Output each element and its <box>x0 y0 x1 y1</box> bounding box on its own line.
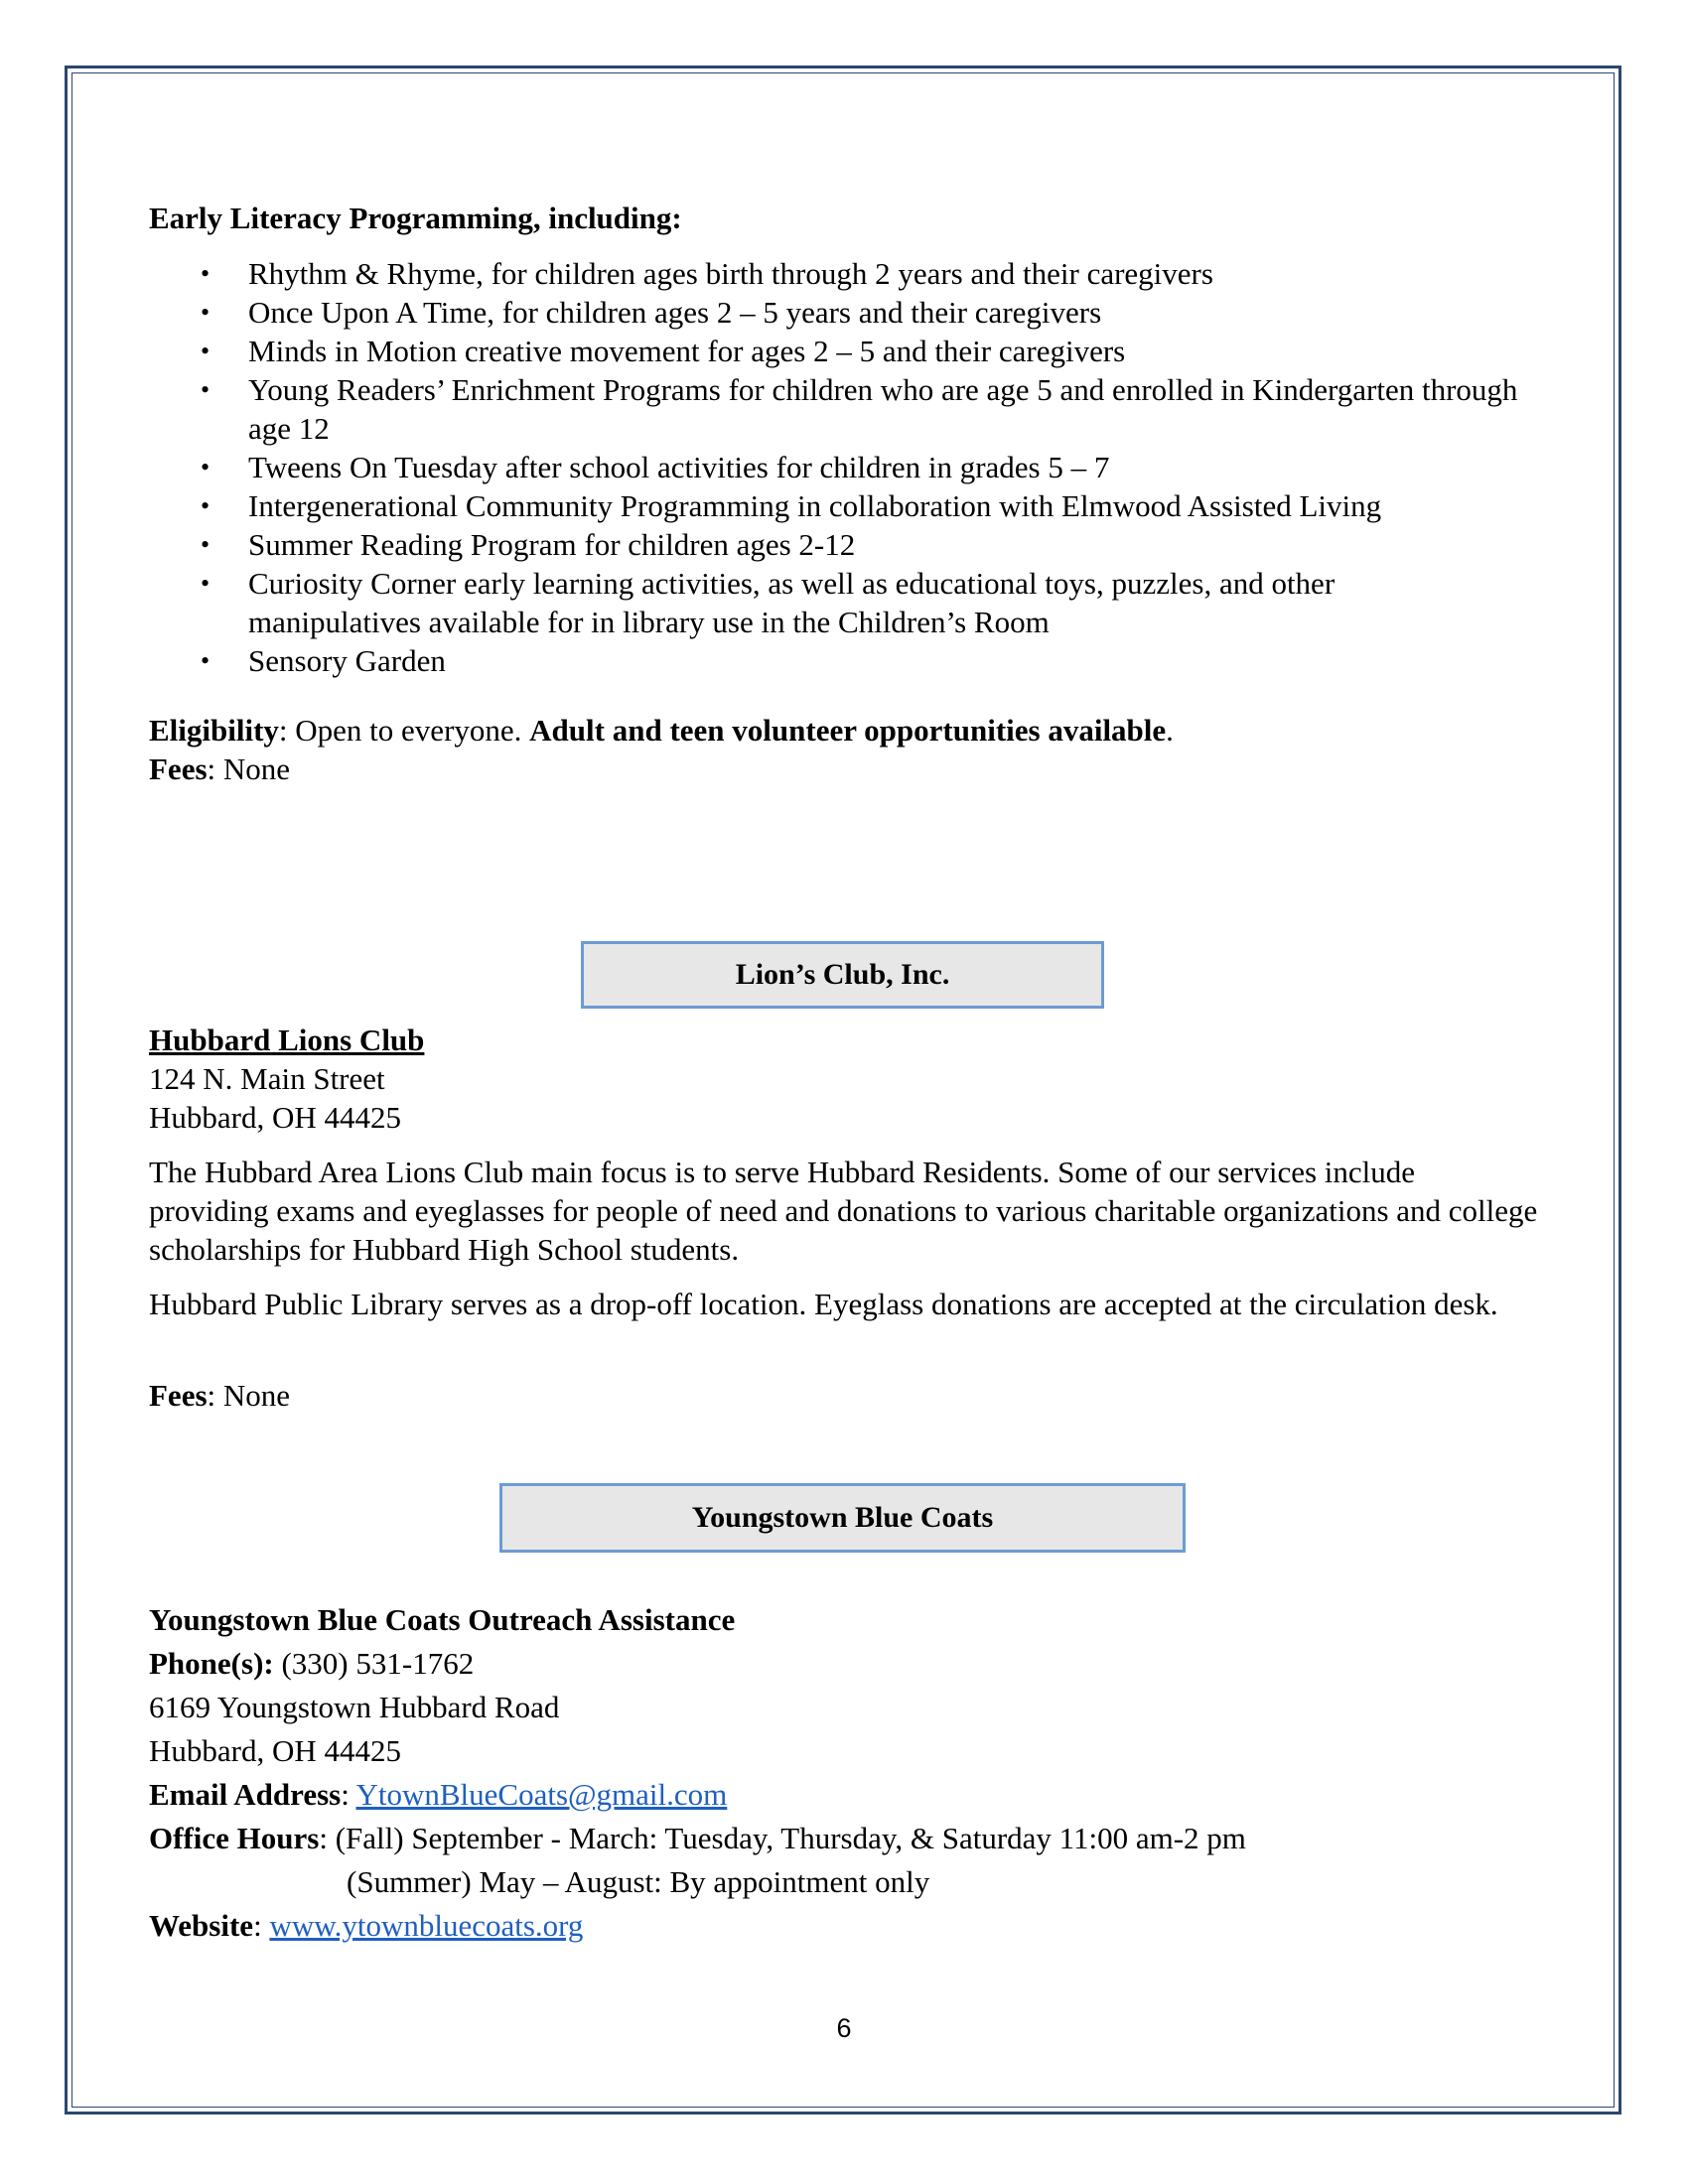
email-separator: : <box>341 1777 356 1812</box>
list-item: • Minds in Motion creative movement for ages 2 – 5 and their caregivers <box>201 334 1126 368</box>
list-item: • Tweens On Tuesday after school activities for children in grades 5 – 7 <box>201 450 1110 484</box>
fees-value: : None <box>207 751 291 786</box>
bluecoats-phone-line <box>149 1644 474 1684</box>
early-literacy-heading: Early Literacy Programming, including: <box>149 201 682 235</box>
list-item: • Rhythm & Rhyme, for children ages birth through 2 years and their caregivers <box>201 256 1213 291</box>
hours-fall: : (Fall) September - March: Tuesday, Thursday, & Saturday 11:00 am-2 pm <box>319 1821 1246 1855</box>
list-item: • Young Readers’ Enrichment Programs for children who are age 5 and enrolled in Kindergarten through age 12 <box>201 372 1518 446</box>
bullet-icon: • <box>201 375 211 404</box>
lions-fees-line <box>149 1376 290 1416</box>
eligibility-volunteer: Adult and teen volunteer opportunities available <box>529 713 1167 748</box>
bullet-icon: • <box>201 298 211 327</box>
bluecoats-email-line <box>149 1775 727 1815</box>
hours-summer: (Summer) May – August: By appointment only <box>347 1864 930 1899</box>
bluecoats-hours-line <box>149 1819 1246 1858</box>
bullet-icon: • <box>201 259 211 288</box>
section-header-bluecoats: Youngstown Blue Coats <box>499 1483 1186 1553</box>
list-item: • Curiosity Corner early learning activities, as well as educational toys, puzzles, and other manipulatives available for in library use in the Children’s Room <box>201 566 1336 639</box>
phone-value: (330) 531-1762 <box>273 1646 475 1681</box>
hours-label: Office Hours <box>149 1821 320 1855</box>
list-item: • Once Upon A Time, for children ages 2 – 5 years and their caregivers <box>201 295 1102 330</box>
fees-value: : None <box>207 1378 291 1413</box>
bullet-icon: • <box>201 569 211 598</box>
phone-label: Phone(s): <box>149 1646 274 1681</box>
lions-description: The Hubbard Area Lions Club main focus is to serve Hubbard Residents. Some of our services include providing exams and eyeglasses for people of need and donations to various charitable organizations and college scholarships for Hubbard High School students. <box>149 1155 1538 1267</box>
section-header-lions: Lion’s Club, Inc. <box>581 941 1104 1009</box>
page-number: 6 <box>836 2013 852 2043</box>
list-item: • Summer Reading Program for children ages 2-12 <box>201 527 856 562</box>
lions-address-city: Hubbard, OH 44425 <box>149 1100 401 1135</box>
email-link[interactable]: YtownBlueCoats@gmail.com <box>355 1777 728 1812</box>
list-item: • Sensory Garden <box>201 643 446 678</box>
fees-label: Fees <box>149 751 208 786</box>
eligibility-label: Eligibility <box>149 713 279 748</box>
bullet-icon: • <box>201 646 211 675</box>
email-label: Email Address <box>149 1777 342 1812</box>
bullet-icon: • <box>201 530 211 559</box>
fees-label: Fees <box>149 1378 208 1413</box>
early-literacy-list <box>149 254 1539 680</box>
lions-club-name: Hubbard Lions Club <box>149 1023 425 1057</box>
website-separator: : <box>253 1908 270 1943</box>
eligibility-end: . <box>1166 713 1174 748</box>
bullet-icon: • <box>201 491 211 520</box>
eligibility-line <box>149 711 1174 751</box>
bluecoats-website-line <box>149 1906 583 1946</box>
bluecoats-address-city: Hubbard, OH 44425 <box>149 1733 401 1768</box>
website-link[interactable]: www.ytownbluecoats.org <box>269 1908 584 1943</box>
website-label: Website <box>149 1908 254 1943</box>
lions-dropoff: Hubbard Public Library serves as a drop-off location. Eyeglass donations are accepted at the circulation desk. <box>149 1287 1498 1321</box>
lions-address-street: 124 N. Main Street <box>149 1061 385 1096</box>
eligibility-text: : Open to everyone. <box>278 713 530 748</box>
bullet-icon: • <box>201 453 211 481</box>
bluecoats-address-street: 6169 Youngstown Hubbard Road <box>149 1690 560 1724</box>
list-item: • Intergenerational Community Programming in collaboration with Elmwood Assisted Living <box>201 488 1382 523</box>
bluecoats-name: Youngstown Blue Coats Outreach Assistance <box>149 1602 736 1637</box>
bullet-icon: • <box>201 337 211 365</box>
fees-line <box>149 750 290 789</box>
